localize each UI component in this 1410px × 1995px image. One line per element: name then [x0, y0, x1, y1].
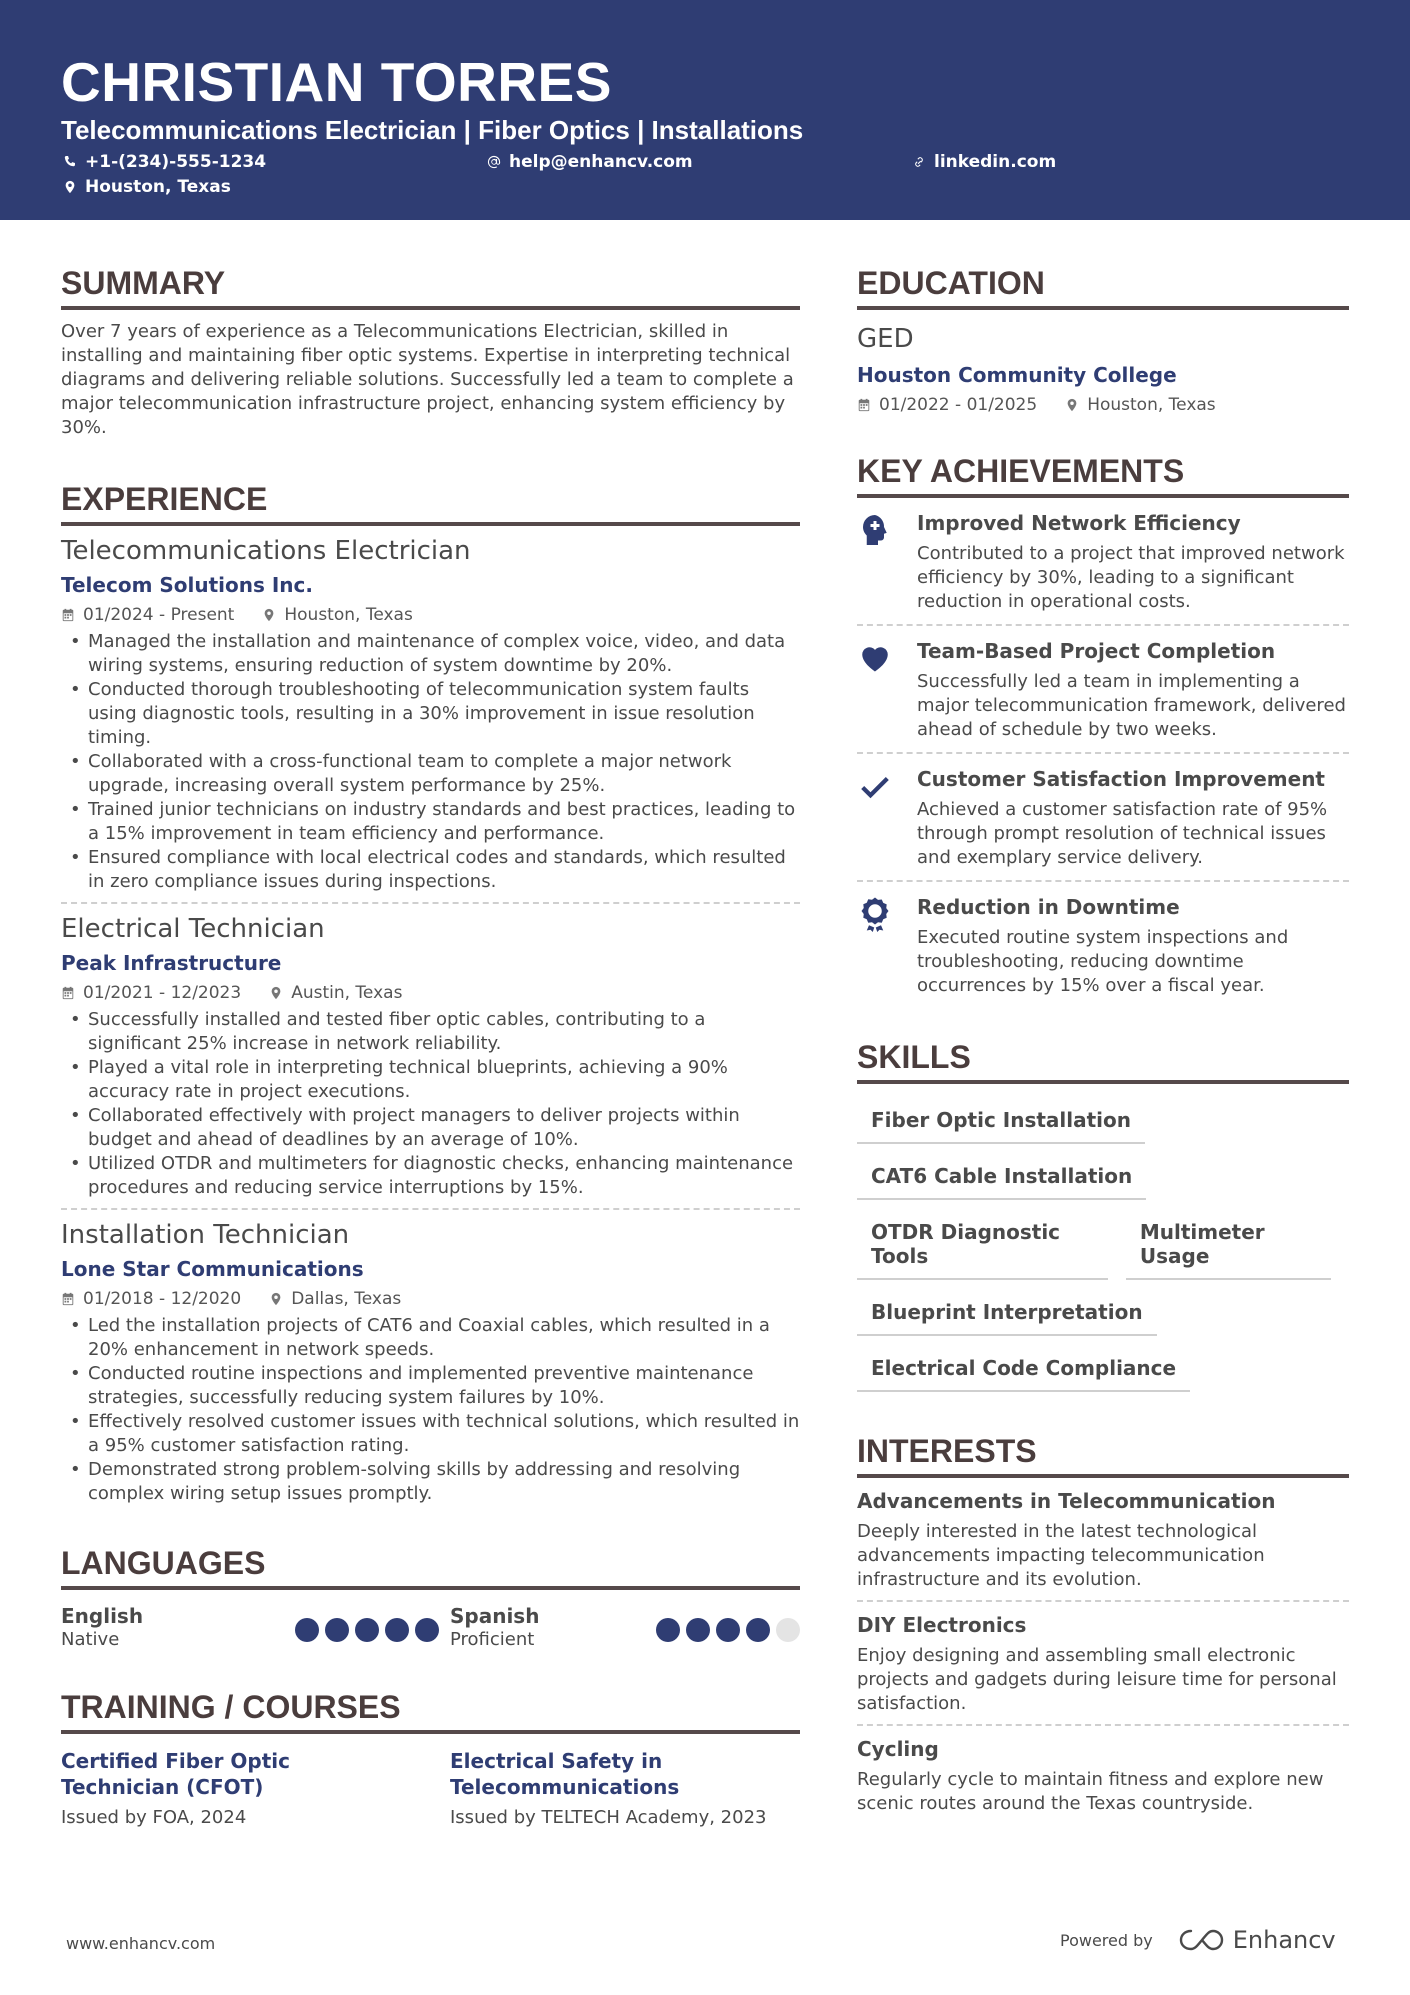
brand-logo[interactable]	[1179, 1926, 1336, 1954]
course-title: Certified Fiber Optic Technician (CFOT)	[61, 1749, 291, 1799]
job-meta	[61, 982, 800, 1004]
bullet-item: • Played a vital role in interpreting technical blueprints, achieving a 90% accuracy rate in project executions.	[61, 1056, 800, 1104]
skill-tag: Electrical Code Compliance	[857, 1344, 1190, 1392]
at-icon	[487, 155, 501, 169]
job-entry	[61, 534, 800, 904]
bullet-item: • Successfully installed and tested fiber optic cables, contributing to a significant 25% increase in network reliability.	[61, 1008, 800, 1056]
linkedin-text: linkedin.com	[934, 152, 1057, 172]
proficiency-dots	[656, 1604, 800, 1652]
achievement-desc: Contributed to a project that improved network efficiency by 30%, leading to a significant reduction in operational costs.	[917, 543, 1345, 612]
email-text: help@enhancv.com	[509, 152, 693, 172]
link-icon	[912, 155, 926, 169]
bullet-item: • Utilized OTDR and multimeters for diagnostic checks, enhancing maintenance procedures and reducing service interruptions by 15%.	[61, 1152, 800, 1200]
interest-title: DIY Electronics	[857, 1613, 1027, 1637]
achievement-title: Team-Based Project Completion	[917, 639, 1276, 663]
skill-tag: Multimeter Usage	[1126, 1208, 1331, 1280]
job-entry	[61, 1218, 800, 1514]
experience-heading: EXPERIENCE	[61, 478, 800, 526]
summary-text: Over 7 years of experience as a Telecommunications Electrician, skilled in installing and maintaining fiber optic systems. Expertise in interpreting technical diagrams and delivering reliable solutions. Successfully led a team to complete a major telecommunication infrastructure project, enhancing system efficiency by 30%.	[61, 321, 794, 438]
resume-header	[0, 0, 1410, 220]
language-name: Spanish	[450, 1604, 540, 1628]
skills-heading: SKILLS	[857, 1036, 1349, 1084]
bullet-item: • Conducted thorough troubleshooting of telecommunication system faults using diagnostic tools, resulting in a 30% improvement in issue resolution timing.	[61, 678, 800, 750]
bullet-item: • Trained junior technicians on industry standards and best practices, leading to a 15% improvement in team efficiency and performance.	[61, 798, 800, 846]
proficiency-dot-filled	[716, 1618, 740, 1642]
course-issuer: Issued by TELTECH Academy, 2023	[450, 1807, 767, 1828]
interests-section	[857, 1430, 1349, 1824]
bullet-item: • Ensured compliance with local electrical codes and standards, which resulted in zero compliance issues during inspections.	[61, 846, 800, 894]
proficiency-dot-filled	[295, 1618, 319, 1642]
map-pin-icon	[63, 180, 77, 194]
interest-title: Advancements in Telecommunication	[857, 1489, 1276, 1513]
job-meta	[61, 1288, 800, 1310]
contact-email[interactable]	[487, 152, 693, 172]
footer-website[interactable]: www.enhancv.com	[66, 1934, 216, 1953]
interests-heading: INTERESTS	[857, 1430, 1349, 1478]
job-company: Peak Infrastructure	[61, 951, 282, 975]
job-company: Lone Star Communications	[61, 1257, 364, 1281]
contact-linkedin[interactable]	[912, 152, 1056, 172]
heart-icon	[857, 640, 893, 676]
candidate-name: CHRISTIAN TORRES	[61, 51, 612, 113]
achievement-title: Improved Network Efficiency	[917, 511, 1241, 535]
job-location: Houston, Texas	[284, 605, 413, 625]
languages-section	[61, 1542, 800, 1652]
achievement-item	[857, 882, 1349, 1008]
achievement-item	[857, 498, 1349, 626]
job-dates: 01/2024 - Present	[83, 605, 235, 625]
head-icon	[857, 512, 893, 548]
interest-item	[857, 1726, 1349, 1824]
skill-tag: Blueprint Interpretation	[857, 1288, 1157, 1336]
training-section	[61, 1686, 800, 1830]
job-entry	[61, 912, 800, 1210]
languages-heading: LANGUAGES	[61, 1542, 800, 1590]
contact-location	[63, 177, 231, 197]
calendar-icon	[857, 398, 871, 412]
course-item	[61, 1748, 450, 1830]
check-icon	[857, 768, 893, 804]
language-level: Proficient	[450, 1629, 535, 1650]
achievement-desc: Achieved a customer satisfaction rate of 95% through prompt resolution of technical issues and exemplary service delivery.	[917, 799, 1328, 868]
bullet-item: • Demonstrated strong problem-solving skills by addressing and resolving complex wiring setup issues promptly.	[61, 1458, 800, 1506]
skills-section	[857, 1036, 1349, 1400]
course-issuer: Issued by FOA, 2024	[61, 1807, 247, 1828]
job-company: Telecom Solutions Inc.	[61, 573, 314, 597]
language-name: English	[61, 1604, 144, 1628]
achievement-desc: Executed routine system inspections and troubleshooting, reducing downtime occurrences by 15% over a fiscal year.	[917, 927, 1289, 996]
interest-desc: Enjoy designing and assembling small electronic projects and gadgets during leisure time for personal satisfaction.	[857, 1645, 1337, 1714]
job-location: Austin, Texas	[291, 983, 403, 1003]
map-pin-icon	[262, 608, 276, 622]
map-pin-icon	[269, 1292, 283, 1306]
language-item	[450, 1604, 800, 1652]
calendar-icon	[61, 608, 75, 622]
proficiency-dot-filled	[686, 1618, 710, 1642]
achievement-item	[857, 754, 1349, 882]
footer-branding	[1060, 1926, 1336, 1954]
interest-title: Cycling	[857, 1737, 939, 1761]
bullet-item: • Led the installation projects of CAT6 and Coaxial cables, which resulted in a 20% enhancement in network speeds.	[61, 1314, 800, 1362]
proficiency-dot-filled	[746, 1618, 770, 1642]
brand-name: Enhancv	[1232, 1926, 1336, 1954]
experience-section	[61, 478, 800, 1514]
skill-tag: Fiber Optic Installation	[857, 1096, 1145, 1144]
job-title: Telecommunications Electrician	[61, 536, 471, 566]
phone-icon	[63, 155, 77, 169]
phone-text: +1-(234)-555-1234	[85, 152, 267, 172]
job-meta	[61, 604, 800, 626]
bullet-item: • Managed the installation and maintenance of complex voice, video, and data wiring systems, ensuring reduction of system downtime by 20%.	[61, 630, 800, 678]
achievements-section	[857, 450, 1349, 1008]
achievement-title: Customer Satisfaction Improvement	[917, 767, 1325, 791]
achievement-item	[857, 626, 1349, 754]
powered-by-text: Powered by	[1060, 1930, 1153, 1950]
interest-item	[857, 1478, 1349, 1602]
job-title: Electrical Technician	[61, 914, 325, 944]
interest-item	[857, 1602, 1349, 1726]
summary-section	[61, 262, 800, 440]
bullet-item: • Conducted routine inspections and implemented preventive maintenance strategies, successfully reducing system failures by 10%.	[61, 1362, 800, 1410]
education-school: Houston Community College	[857, 363, 1177, 387]
language-item	[61, 1604, 450, 1652]
proficiency-dot-filled	[415, 1618, 439, 1642]
interest-desc: Deeply interested in the latest technological advancements impacting telecommunication infrastructure and its evolution.	[857, 1521, 1265, 1590]
proficiency-dot-filled	[385, 1618, 409, 1642]
education-heading: EDUCATION	[857, 262, 1349, 310]
education-section	[857, 262, 1349, 416]
job-bullets	[61, 630, 800, 894]
education-meta	[857, 394, 1349, 416]
summary-heading: SUMMARY	[61, 262, 800, 310]
right-column	[857, 262, 1349, 1824]
location-text: Houston, Texas	[85, 177, 231, 197]
job-location: Dallas, Texas	[291, 1289, 402, 1309]
proficiency-dot-filled	[656, 1618, 680, 1642]
bullet-item: • Effectively resolved customer issues with technical solutions, which resulted in a 95% customer satisfaction rating.	[61, 1410, 800, 1458]
map-pin-icon	[269, 986, 283, 1000]
candidate-title: Telecommunications Electrician | Fiber Optics | Installations	[61, 115, 804, 145]
proficiency-dot-filled	[355, 1618, 379, 1642]
training-heading: TRAINING / COURSES	[61, 1686, 800, 1734]
job-bullets	[61, 1008, 800, 1200]
skill-tag: CAT6 Cable Installation	[857, 1152, 1146, 1200]
enhancv-logo-icon	[1179, 1927, 1225, 1953]
education-location: Houston, Texas	[1087, 395, 1216, 415]
education-dates: 01/2022 - 01/2025	[879, 395, 1038, 415]
map-pin-icon	[1065, 398, 1079, 412]
course-item	[450, 1748, 800, 1830]
achievement-desc: Successfully led a team in implementing a major telecommunication framework, delivered ahead of schedule by two weeks.	[917, 671, 1346, 740]
achievement-title: Reduction in Downtime	[917, 895, 1180, 919]
skill-tag: OTDR Diagnostic Tools	[857, 1208, 1108, 1280]
award-icon	[857, 896, 893, 932]
left-column	[61, 262, 800, 1830]
education-degree: GED	[857, 324, 914, 354]
bullet-item: • Collaborated with a cross-functional team to complete a major network upgrade, increasing overall system performance by 25%.	[61, 750, 800, 798]
proficiency-dot-filled	[325, 1618, 349, 1642]
contact-phone[interactable]	[63, 152, 266, 172]
interest-desc: Regularly cycle to maintain fitness and explore new scenic routes around the Texas countryside.	[857, 1769, 1324, 1814]
job-dates: 01/2021 - 12/2023	[83, 983, 242, 1003]
bullet-item: • Collaborated effectively with project managers to deliver projects within budget and ahead of deadlines by an average of 10%.	[61, 1104, 800, 1152]
achievements-heading: KEY ACHIEVEMENTS	[857, 450, 1349, 498]
job-title: Installation Technician	[61, 1220, 350, 1250]
proficiency-dots	[295, 1604, 439, 1652]
job-dates: 01/2018 - 12/2020	[83, 1289, 242, 1309]
proficiency-dot-empty	[776, 1618, 800, 1642]
course-title: Electrical Safety in Telecommunications	[450, 1749, 680, 1799]
language-level: Native	[61, 1629, 120, 1650]
calendar-icon	[61, 1292, 75, 1306]
calendar-icon	[61, 986, 75, 1000]
job-bullets	[61, 1314, 800, 1506]
